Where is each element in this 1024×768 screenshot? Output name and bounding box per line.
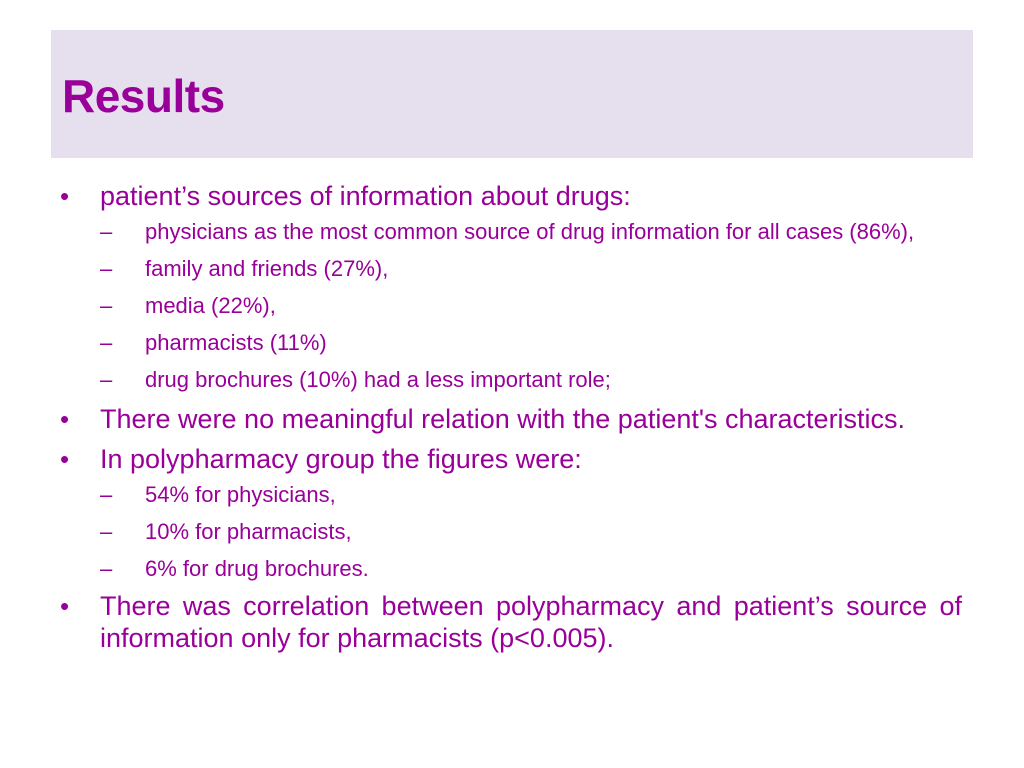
bullet-item <box>58 403 962 435</box>
bullet-icon: • <box>60 404 70 434</box>
bullet-text: In polypharmacy group the figures were: <box>100 444 582 474</box>
bullet-text: There was correlation between polypharmacy and patient’s source of information only for pharmacists (p<0.005). <box>100 591 962 653</box>
sub-list <box>100 481 962 582</box>
bullet-item <box>58 590 962 654</box>
sub-item-text: 6% for drug brochures. <box>145 556 369 581</box>
bullet-item <box>58 443 962 582</box>
sub-item <box>100 518 962 545</box>
bullet-text: There were no meaningful relation with the patient's characteristics. <box>100 404 906 434</box>
bullet-icon: • <box>60 181 70 211</box>
dash-icon: – <box>100 482 113 507</box>
dash-icon: – <box>100 519 113 544</box>
sub-item <box>100 292 962 319</box>
bullet-item <box>58 180 962 393</box>
sub-item-text: family and friends (27%), <box>145 256 389 281</box>
slide-title: Results <box>62 70 225 122</box>
bullet-text: patient’s sources of information about drugs: <box>100 181 631 211</box>
dash-icon: – <box>100 256 113 281</box>
sub-item <box>100 255 962 282</box>
sub-item <box>100 481 962 508</box>
sub-item <box>100 366 962 393</box>
dash-icon: – <box>100 330 113 355</box>
sub-list <box>100 218 962 393</box>
dash-icon: – <box>100 367 113 392</box>
title-band <box>51 30 973 158</box>
dash-icon: – <box>100 293 113 318</box>
sub-item-text: physicians as the most common source of drug information for all cases (86%), <box>145 219 915 244</box>
sub-item <box>100 218 962 245</box>
dash-icon: – <box>100 219 113 244</box>
slide-content <box>58 180 962 654</box>
sub-item-text: pharmacists (11%) <box>145 330 327 355</box>
dash-icon: – <box>100 556 113 581</box>
sub-item <box>100 555 962 582</box>
bullet-icon: • <box>60 591 70 621</box>
sub-item <box>100 329 962 356</box>
sub-item-text: 10% for pharmacists, <box>145 519 352 544</box>
sub-item-text: drug brochures (10%) had a less important role; <box>145 367 611 392</box>
sub-item-text: 54% for physicians, <box>145 482 336 507</box>
bullet-list <box>58 180 962 654</box>
sub-item-text: media (22%), <box>145 293 276 318</box>
bullet-icon: • <box>60 444 70 474</box>
